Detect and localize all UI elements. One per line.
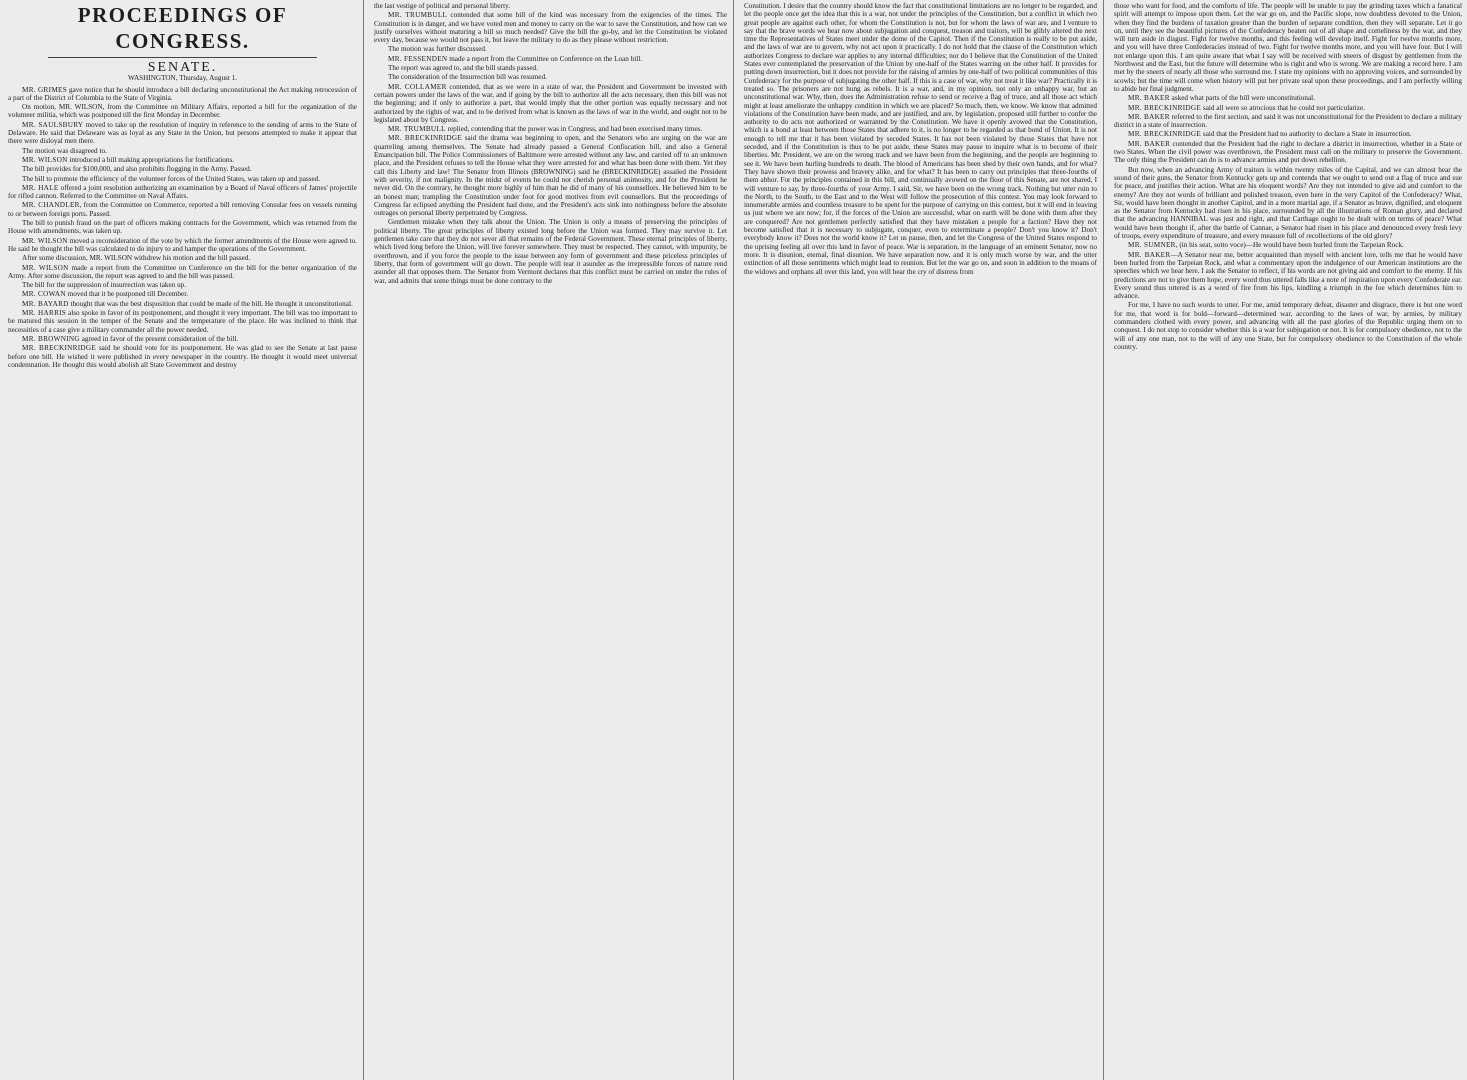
paragraph: MR. WILSON made a report from the Committee on Conference on the bill for the better organization of the Army. After some discussion, the report was agreed to and the bill was passed. xyxy=(8,263,357,280)
paragraph: MR. BRECKINRIDGE said he should vote for its postponement. He was glad to see the Senate at last pause before one bill. He wished it were published in every newspaper in the country. He thought it would meet universal condemnation. He thought this would abolish all State Government and destroy xyxy=(8,344,357,369)
paragraph: MR. TRUMBULL contended that some bill of the kind was necessary from the exigencies of the times. The Constitution is in danger, and we have voted men and money to carry on the war to save the Constitution, and how can we justify ourselves without maturing a bill so much needed? Give the bill the go-by, and let the Constitution be violated every day, because we would not pass it, but leave the military to do as they please without restriction. xyxy=(374,11,728,45)
paragraph: MR. BAKER referred to the first section, and said it was not unconstitutional for the President to declare a military district in a state of insurrection. xyxy=(1114,112,1462,130)
paragraph: MR. BRECKINRIDGE said all were so atrocious that he could not particularize. xyxy=(1128,103,1365,112)
paragraph: MR. COLLAMER contended, that as we were in a state of war, the President and Government be invested with certain powers under the laws of the war, and if going by the bill to authorize all the acts necessary, then this bill was not the beginning; and if only to authorize a part, that would imply that the other portion was equally necessary and not authorized by the rights of war, and to be derived from what is known as the laws of war in the world, and ought not to be legislated about by Congress. xyxy=(374,82,727,124)
column-2-text xyxy=(374,2,727,285)
speaker-name: MR. BRECKINRIDGE xyxy=(1128,103,1202,112)
speaker-name: MR. BROWNING xyxy=(22,334,80,343)
speaker-name: MR. BAKER xyxy=(1128,94,1170,103)
speaker-name: MR. BRECKINRIDGE xyxy=(1128,130,1202,139)
paragraph: Constitution. I desire that the country should know the fact that constitutional limitations are no longer to be regarded, and let the people once get the idea that this is a war, not under the principles of the Constitution, but a conflict in which two great people are against each other, for whom the Constitution is not, but for whom the laws of war are, and I venture to say that the brave words we hear now about subjugation and conquest, treason and traitors, will be glibly altered the next time the Representatives of States meet under the dome of the Capitol. Then if the Constitution is really to be put aside, and the laws of war are to govern, why not act upon it practically. I do not hold that the clause of the Constitution which authorizes Congress to declare war applies to any internal difficulties; nor do I believe that the Constitution of the United States ever contemplated the preservation of the Union by one-half of the States warring on the other half. It provides for putting down insurrection, but it does not provide for the raising of armies by one-half of two political communities of this Confederacy for the purpose of subjugating the other half. If this is a case of war, why not treat it like war? Practically it is treated so. The prisoners are not hung as rebels. It is a war, and, in my opinion, not only an unhappy war, but an unconstitutional war. Why, then, does the Administration refuse to send or receive a flag of truce, and all those act which might at least ameliorate the unhappy condition in which we are placed? So much, then, we know. We know that admitted violations of the Constitution have been made, and are justified, and are, by legislation, proposed still further to confer the authority to do acts not authorized or warranted by the Constitution. We have it openly avowed that the Constitution, which is a bond at least between those States that adhere to it, is no longer to be regarded as that bond of Union. It is not enough to tell me that it has been violated by seceded States. It has not been violated by those States that have not seceded, and if the Constitution is thus to be put aside, these States may pause to inquire what is to become of their liberties. Mr. President, we are on the wrong track and we have been from the beginning, and the people are beginning to see it. We have been hurling hundreds to death. The blood of Americans has been shed by their own hands, and for what? They have shown their prowess and bravery alike, and for what? It has been to carry out principles that three-fourths of them abhor. For the principles contained in this bill, and continually avowed on the floor of this Senate, are not shared, I will venture to say, by three-fourths of your Army. I said, Sir, we have been on the wrong track. Nothing but utter ruin to the North, to the South, to the East and to the West will follow the prosecution of this contest. You may look forward to innumerable armies and countless treasure to be spent for the purpose of carrying on this contest, but it will end in leaving us just where we are now; for, if the forces of the Union are successful, what on earth will be done with them after they are conquered? Are not gentlemen perfectly satisfied that they have mistaken a people for a faction? Have they not become satisfied that it is necessary to subjugate, conquer, even to exterminate a people? Don't you know it? Don't everybody know it? Does not the world know it? Let us pause, then, and let the Congress of the United States respond to the uprising feeling all over this land in favor of peace. War is separation, in the language of an eminent Senator, now no more. It is disunion, eternal, final disunion. We have separation now, and it is only much worse by war, and the utter extinction of all those sentiments which might lead to reunion. But let the war go on, and soon in addition to the moans of the widows and orphans all over this land, you will hear the cry of distress from xyxy=(744,2,1097,276)
column-2 xyxy=(366,0,732,1080)
speaker-name: MR. GRIMES xyxy=(22,85,68,94)
speaker-name: MR. BAKER xyxy=(1128,112,1170,121)
column-rule xyxy=(733,0,734,1080)
speaker-name: MR. HALE xyxy=(22,183,59,192)
speaker-name: MR. FESSENDEN xyxy=(388,54,448,63)
paragraph: MR. BAKER—A Senator near me, better acquainted than myself with ancient lore, tells me that he would have been hurled from the Tarpeian Rock, and what a commentary upon the indulgence of our American institutions are the speeches which we hear here. I ask the Senator to reflect, if his words are not giving aid and comfort to the enemy. If his predictions are not to give them hope, every word thus uttered falls like a note of inspiration upon every Confederate ear. Every sound thus uttered is as a word of fire from his lips, kindling a triumph in the foe which determines him to advance. xyxy=(1114,250,1463,301)
paragraph: After some discussion, MR. WILSON withdrew his motion and the bill passed. xyxy=(22,254,251,263)
paragraph: The motion was further discussed. xyxy=(388,45,487,54)
paragraph: On motion, MR. WILSON, from the Committee on Military Affairs, reported a bill for the organization of the volunteer militia, which was postponed till the first Monday in December. xyxy=(8,103,357,120)
speaker-name: MR. CHANDLER xyxy=(22,201,80,210)
column-4 xyxy=(1106,0,1467,1080)
paragraph: The bill to promote the efficiency of the volunteer forces of the United States, was taken up and passed. xyxy=(22,174,321,183)
speaker-name: MR. WILSON xyxy=(22,263,69,272)
paragraph: MR. CHANDLER, from the Committee on Commerce, reported a bill removing Consular fees on vessels running to or between foreign ports. Passed. xyxy=(8,201,357,218)
paragraph: MR. WILSON moved a reconsideration of the vote by which the former amendments of the House were agreed to. He said he thought the bill was calculated to do injury to and hamper the operations of the Government. xyxy=(8,236,357,253)
column-1 xyxy=(0,0,362,1080)
paragraph: The consideration of the Insurrection bill was resumed. xyxy=(388,73,547,82)
paragraph: MR. SAULSBURY moved to take up the resolution of inquiry in reference to the sending of arms to the State of Delaware. He said that Delaware was as loyal as any State in the Union, but persons attempted to make it appear that there were disloyal men there. xyxy=(8,120,357,146)
column-3 xyxy=(736,0,1102,1080)
paragraph: MR. HALE offered a joint resolution authorizing an examination by a Board of Naval officers of James' projectile for rifled cannon. Referred to the Committee on Naval Affairs. xyxy=(8,183,357,201)
paragraph: The bill to punish fraud on the part of officers making contracts for the Government, which was returned from the House with amendments, was taken up. xyxy=(8,219,357,236)
paragraph: MR. SUMNER, (in his seat, sotto voce)—He would have been hurled from the Tarpeian Rock. xyxy=(1128,241,1404,250)
paragraph: the last vestige of political and personal liberty. xyxy=(374,2,511,10)
paragraph: MR. HARRIS also spoke in favor of its postponement, and thought it very important. The bill was too important to be matured this session in the temper of the Senate and the temperature of the place. He was inclined to think that necessities of a case give a military commander all the power needed. xyxy=(8,309,357,334)
speaker-name: MR. TRUMBULL xyxy=(388,125,446,134)
paragraph: MR. BAYARD thought that was the best disposition that could be made of the bill. He thought it unconstitutional. xyxy=(22,299,353,308)
speaker-name: MR. COWAN xyxy=(22,290,66,299)
column-1-text xyxy=(8,86,357,370)
paragraph: MR. BRECKINRIDGE said the drama was beginning to open, and the Senators who are urging on the war are quarreling among themselves. The Senate had already passed a General Confiscation bill, and also a General Emancipation bill. The Police Commissioners of Baltimore were arrested without any law, and carried off to an unknown place, and the President refuses to tell the House what they were arrested for and what has been done with them. Yet they call this Liberty and law! The Senator from Illinois (BROWNING) said he (BRECKINRIDGE) assailed the President with severity, if not malignity. In the midst of events he could not cherish personal animosity, and for the President he never did. On the contrary, he thought more highly of him than he did of many of his counsellors. He believed him to be an honest man; trampling the Constitution under foot for good motives from evil counsellors. But the proceedings of Congress far eclipsed anything the President had done, and the President's acts sink into nothingness before the absolute outrages on personal liberty perpetrated by Congress. xyxy=(374,134,727,218)
speaker-name: MR. BAYARD xyxy=(22,299,69,308)
column-rule xyxy=(1103,0,1104,1080)
speaker-name: MR. SAULSBURY xyxy=(22,120,84,129)
paragraph: For me, I have no such words to utter. For me, amid temporary defeat, disaster and disgrace, there is but one word for me, that word is for bold—forward—determined war, according to the laws of war, by armies, by military commanders clothed with every power, and advancing with all the past glories of the Republic urging them on to conquest. I do not stop to consider whether this is a war for subjugation or not. It is for compulsory obedience, not to the will of any one man, not to the will of any one State, but for compulsory obedience to the Constitution of the whole country. xyxy=(1114,301,1462,351)
section-heading: SENATE. xyxy=(147,60,218,75)
dateline: WASHINGTON, Thursday, August 1. xyxy=(127,74,238,83)
speaker-name: MR. WILSON xyxy=(22,155,68,164)
paragraph: MR. COWAN moved that it be postponed till December. xyxy=(22,290,189,299)
paragraph: MR. BROWNING agreed in favor of the present consideration of the bill. xyxy=(22,334,239,343)
column-rule xyxy=(363,0,364,1080)
speaker-name: MR. BRECKINRIDGE xyxy=(22,344,97,353)
speaker-name: MR. BRECKINRIDGE xyxy=(388,134,463,143)
paragraph: The motion was disagreed to. xyxy=(22,146,107,155)
speaker-name: MR. BAKER xyxy=(1128,139,1171,148)
paragraph: The report was agreed to, and the bill stands passed. xyxy=(388,64,538,73)
paragraph: MR. FESSENDEN made a report from the Committee on Conference on the Loan bill. xyxy=(388,54,643,63)
column-4-text xyxy=(1114,2,1462,351)
paragraph: Gentlemen mistake when they talk about the Union. The Union is only a means of preserving the principles of political liberty. The great principles of liberty existed long before the Union was formed. They may survive it. Let gentlemen take care that they do not sever all that remains of the Federal Government. These eternal principles of liberty, which lived long before the Union, will live forever somewhere. They must be respected. They cannot, with impunity, be overthrown, and if you force the people to the issue between any form of government and these priceless principles of liberty, that form of government will go down. The people will tear it asunder as the irrepressible forces of nature rend asunder all that opposes them. The Senator from Vermont declares that this conflict must be carried on under the rules of war, and admits that some things must be done contrary to the xyxy=(374,218,727,285)
paragraph: MR. TRUMBULL replied, contending that the power was in Congress, and had been exercised many times. xyxy=(388,125,703,134)
title-rule xyxy=(48,57,317,58)
paragraph: The bill for the suppression of insurrection was taken up. xyxy=(22,281,187,290)
speaker-name: MR. WILSON xyxy=(22,236,68,245)
paragraph: MR. BAKER asked what parts of the bill were unconstitutional. xyxy=(1128,94,1315,103)
speaker-name: MR. TRUMBULL xyxy=(388,11,448,20)
paragraph: But now, when an advancing Army of traitors is within twenty miles of the Capital, and we can almost hear the sound of their guns, the Senator from Kentucky gets up and contends that we ought to send out a flag of truce and sue for peace, and justifies their action. What are his eloquent words? Are they not intended to give aid and comfort to the enemy? Are they not words of brilliant and polished treason, even here in the very Capitol of the Confederacy? What, Sir, would have been thought in another Capitol, and in a more martial age, if a Senator as brave, dignified, and eloquent as the Senator from Kentucky had risen in his place, surrounded by all the illustrations of Roman glory, and declared that the advancing HANNIBAL was just and right, and that Carthage ought to be dealt with on terms of peace? What would have been thought if, after the battle of Cannae, a Senator had risen in his place and denounced every fresh levy of troops, every expenditure of treasure, and every measure full of recollections of the old glory? xyxy=(1114,165,1462,241)
speaker-name: MR. COLLAMER xyxy=(388,82,447,91)
speaker-name: MR. SUMNER xyxy=(1128,241,1176,250)
paragraph: those who want for food, and the comforts of life. The people will be unable to pay the grinding taxes which a fanatical spirit will attempt to impose upon them. Let the war go on, and the Pacific slope, now doubtless devoted to the Union, when they find the burdens of taxation greater than the burden of separate condition, then they will separate. Let it go on, until they see the beautiful pictures of the Confederacy beaten out of all shape and comeliness by the war, and they will turn aside in disgust. Fight for twelve months, and this feeling will develop itself. Fight for twelve months more, and you will have three Confederacies instead of two. Fight for twelve months more, and you will have four. But I will not enlarge upon this. I am quite aware that what I say will be received with sneers of disgust by gentlemen from the Northwest and the East, but the future will determine who is right and who is wrong. We are making a record here. I am met by the sneers of nearly all those who surround me. I state my opinions with no approving voices, and surrounded by scowls; but the time will come when history will put her private seal upon these proceedings, and I am perfectly willing to abide her final judgment. xyxy=(1114,2,1462,93)
paragraph: MR. WILSON introduced a bill making appropriations for fortifications. xyxy=(22,155,235,164)
paragraph: The bill provides for $100,000, and also prohibits flogging in the Army. Passed. xyxy=(22,165,252,174)
page-title: PROCEEDINGS OF CONGRESS. xyxy=(77,3,288,53)
speaker-name: MR. HARRIS xyxy=(22,309,67,318)
column-3-text xyxy=(744,2,1097,276)
paragraph: MR. GRIMES gave notice that he should introduce a bill declaring unconstitutional the Act making retrocession of a part of the District of Columbia to the State of Virginia. xyxy=(8,85,357,102)
speaker-name: MR. BAKER xyxy=(1128,250,1171,259)
paragraph: MR. BRECKINRIDGE said that the President had no authority to declare a State in insurrection. xyxy=(1128,130,1412,139)
paragraph: MR. BAKER contended that the President had the right to declare a district in insurrection, whether in a State or two States. When the civil power was overthrown, the President must call on the military to preserve the Government. The only thing the President can do is to advance armies and put down rebellion. xyxy=(1114,139,1462,165)
